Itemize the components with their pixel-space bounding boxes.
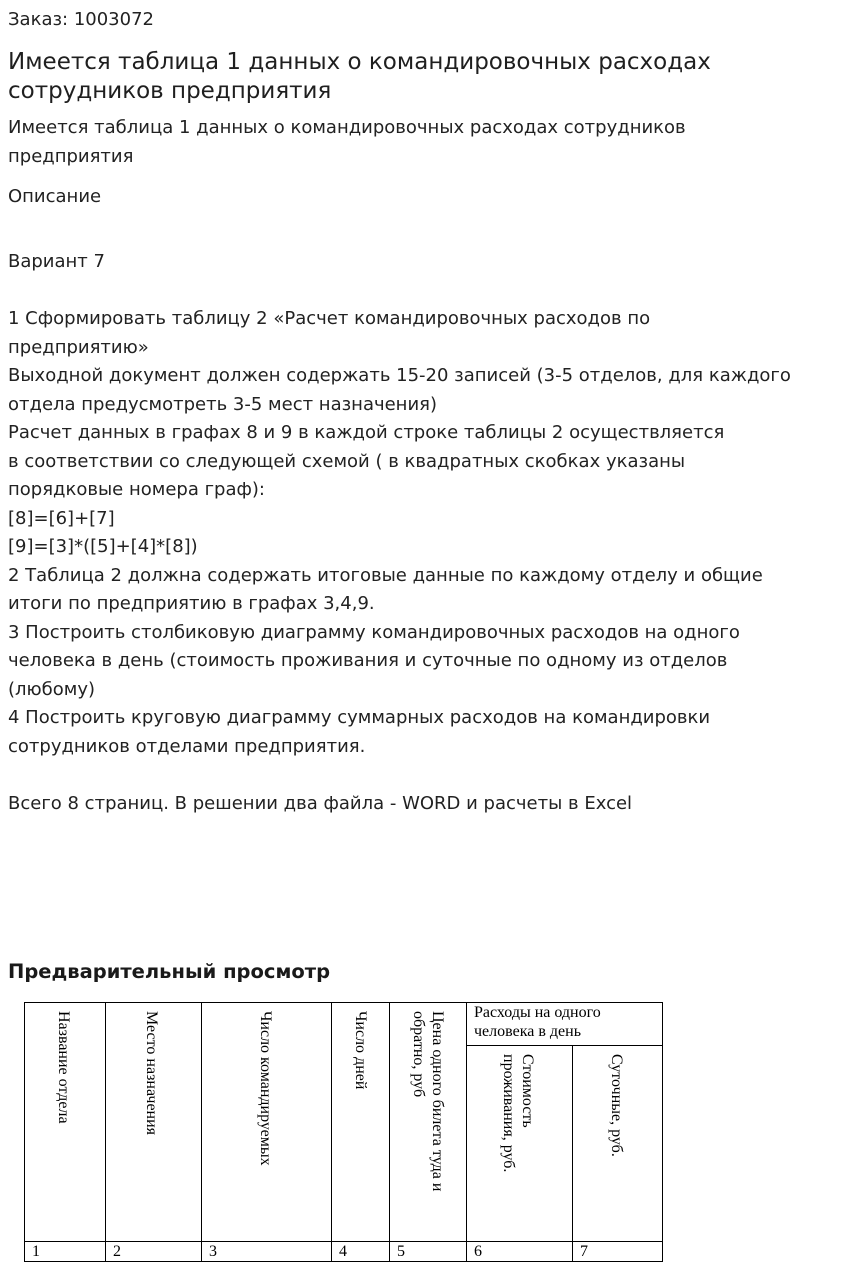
header-text: Число дней	[352, 1011, 369, 1090]
col-header-per-diem	[573, 1046, 663, 1242]
page-subtitle: Имеется таблица 1 данных о командировочных расходах сотрудников предприятия	[8, 117, 686, 167]
group-header-text: Расходы на одного человека в день	[474, 1004, 601, 1040]
header-text: Название отдела	[55, 1011, 72, 1124]
header-text: Число командируемых	[257, 1011, 274, 1166]
col-header-travellers	[202, 1003, 332, 1242]
col-header-department	[25, 1003, 106, 1242]
preview-table	[24, 1002, 663, 1262]
header-text: Стоимость проживания, руб.	[500, 1054, 536, 1173]
column-number: 3	[202, 1242, 332, 1262]
column-number: 1	[25, 1242, 106, 1262]
description-line: [9]=[3]*([5]+[4]*[8])	[8, 536, 198, 557]
column-number: 6	[467, 1242, 573, 1262]
blank-line	[8, 761, 844, 790]
description-line: 3 Построить столбиковую диаграмму командировочных расходов на одного	[8, 621, 740, 643]
description-line: (любому)	[8, 678, 96, 700]
column-number: 4	[332, 1242, 390, 1262]
description-line: Расчет данных в графах 8 и 9 в каждой строке таблицы 2 осуществляется	[8, 422, 725, 443]
description-line: порядковые номера граф):	[8, 479, 265, 500]
description-line: в соответствии со следующей схемой ( в квадратных скобках указаны	[8, 450, 686, 472]
header-text: Цена одного билета туда и обратно, руб	[410, 1011, 446, 1192]
blank-line	[8, 277, 844, 306]
description-line: предприятию»	[8, 336, 149, 358]
description-line: [8]=[6]+[7]	[8, 507, 115, 529]
description-line: сотрудников отделами предприятия.	[8, 735, 366, 757]
description-line: Выходной документ должен содержать 15-20 записей (3-5 отделов, для каждого	[8, 365, 791, 386]
description-line: 4 Построить круговую диаграмму суммарных расходов на командировки	[8, 707, 711, 728]
group-header-daily-costs	[467, 1003, 663, 1046]
col-header-accommodation	[467, 1046, 573, 1242]
description-line: 2 Таблица 2 должна содержать итоговые данные по каждому отделу и общие	[8, 564, 763, 586]
column-number: 5	[390, 1242, 467, 1262]
order-number: Заказ: 1003072	[8, 9, 154, 30]
description-line: 1 Сформировать таблицу 2 «Расчет командировочных расходов по	[8, 308, 651, 329]
description-line: Вариант 7	[8, 251, 105, 272]
col-header-ticket-price	[390, 1003, 467, 1242]
page-title: Имеется таблица 1 данных о командировочных расходах сотрудников предприятия	[8, 49, 711, 104]
description-line: человека в день (стоимость проживания и суточные по одному из отделов	[8, 650, 728, 671]
description-line: Всего 8 страниц. В решении два файла - WORD и расчеты в Excel	[8, 792, 633, 814]
column-number: 7	[573, 1242, 663, 1262]
col-header-days	[332, 1003, 390, 1242]
column-number: 2	[106, 1242, 202, 1262]
preview-heading: Предварительный просмотр	[8, 960, 331, 983]
header-text: Место назначения	[143, 1011, 160, 1136]
description-line: отдела предусмотреть 3-5 мест назначения)	[8, 393, 438, 415]
col-header-destination	[106, 1003, 202, 1242]
description-line: итоги по предприятию в графах 3,4,9.	[8, 593, 375, 614]
description-body	[8, 248, 844, 818]
description-label: Описание	[8, 186, 102, 207]
header-text: Суточные, руб.	[608, 1054, 625, 1157]
